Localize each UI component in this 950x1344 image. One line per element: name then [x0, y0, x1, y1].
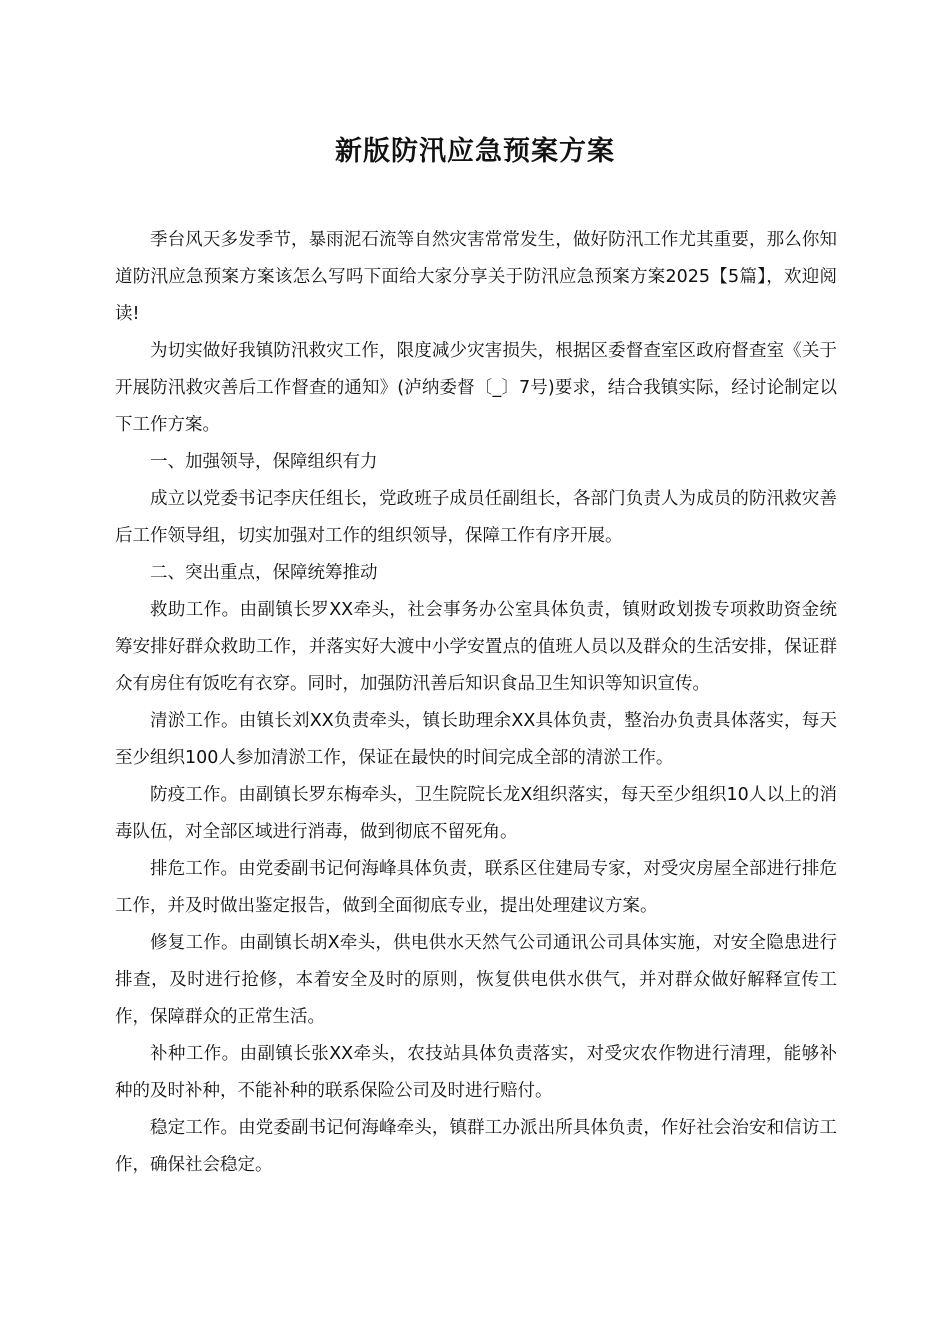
basis-paragraph: 为切实做好我镇防汛救灾工作，限度减少灾害损失，根据区委督查室区政府督查室《关于开展防汛救灾善后工作督查的通知》(泸纳委督〔_〕7号)要求，结合我镇实际，经讨论制定以下工作方案。	[115, 341, 837, 435]
document-body	[115, 222, 837, 1184]
hazard-check-paragraph: 排危工作。由党委副书记何海峰具体负责，联系区住建局专家，对受灾房屋全部进行排危工作，并及时做出鉴定报告，做到全面彻底专业，提出处理建议方案。	[115, 859, 837, 916]
intro-paragraph: 季台风天多发季节，暴雨泥石流等自然灾害常常发生，做好防汛工作尤其重要，那么你知道防汛应急预案方案该怎么写吗下面给大家分享关于防汛应急预案方案2025【5篇】，欢迎阅读!	[115, 230, 837, 324]
stability-paragraph: 稳定工作。由党委副书记何海峰牵头，镇群工办派出所具体负责，作好社会治安和信访工作，确保社会稳定。	[115, 1118, 837, 1175]
rescue-paragraph: 救助工作。由副镇长罗XX牵头，社会事务办公室具体负责，镇财政划拨专项救助资金统筹安排好群众救助工作，并落实好大渡中小学安置点的值班人员以及群众的生活安排，保证群众有房住有饭吃有衣穿。同时，加强防汛善后知识食品卫生知识等知识宣传。	[115, 600, 837, 694]
dredging-paragraph: 清淤工作。由镇长刘XX负责牵头，镇长助理余XX具体负责，整治办负责具体落实，每天至少组织100人参加清淤工作，保证在最快的时间完成全部的清淤工作。	[115, 711, 837, 768]
document-title: 新版防汛应急预案方案	[335, 136, 615, 167]
leadership-paragraph: 成立以党委书记李庆任组长，党政班子成员任副组长，各部门负责人为成员的防汛救灾善后工作领导组，切实加强对工作的组织领导，保障工作有序开展。	[115, 489, 837, 546]
epidemic-prevention-paragraph: 防疫工作。由副镇长罗东梅牵头，卫生院院长龙X组织落实，每天至少组织10人以上的消毒队伍，对全部区域进行消毒，做到彻底不留死角。	[115, 785, 837, 842]
repair-paragraph: 修复工作。由副镇长胡X牵头，供电供水天然气公司通讯公司具体实施，对安全隐患进行排查，及时进行抢修，本着安全及时的原则，恢复供电供水供气，并对群众做好解释宣传工作，保障群众的正常生活。	[115, 933, 837, 1027]
section-heading-leadership: 一、加强领导，保障组织有力	[150, 452, 378, 472]
replanting-paragraph: 补种工作。由副镇长张XX牵头，农技站具体负责落实，对受灾农作物进行清理，能够补种的及时补种，不能补种的联系保险公司及时进行赔付。	[115, 1044, 837, 1101]
section-heading-priorities: 二、突出重点，保障统筹推动	[150, 563, 378, 583]
